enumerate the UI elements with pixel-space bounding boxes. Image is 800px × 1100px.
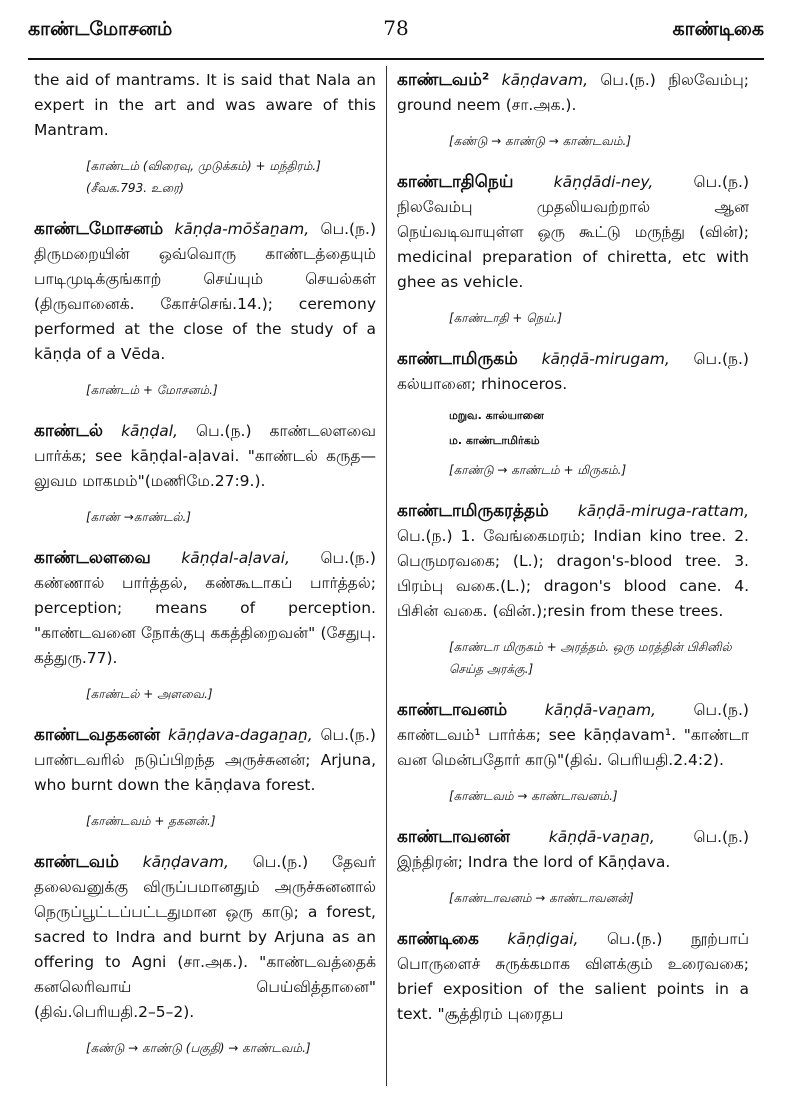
entry-body: பெ.(ந.) திருமறையின் ஒவ்வொரு காண்டத்தையும் பாடிமுடிக்குங்காற் செய்யும் செயல்கள் (திருவானைக். கோச்செங்.14.); ceremony performed at the close of the study of a kāṇḍa of a Vēda.: [34, 220, 376, 363]
headword: காண்டாவனன்: [397, 827, 511, 847]
transliteration: kāṇḍā-miruga-rattam,: [577, 502, 749, 520]
etymology: [காண்டா மிருகம் + அரத்தம். ஒரு மரத்தின் பிசினில் செய்த அரக்கு.]: [449, 640, 732, 676]
headword: காண்டல்: [34, 421, 104, 441]
headword: காண்டலளவை: [34, 548, 151, 568]
header-right-guide-word: காண்டிகை: [672, 18, 764, 40]
cognate-note: ம. காண்டாமிர்கம்: [449, 434, 540, 447]
left-column: [34, 68, 376, 1077]
headword: காண்டாமிருகம்: [397, 349, 518, 369]
entry-body: பெ.(ந.) இந்திரன்; Indra the lord of Kāṇḍava.: [397, 828, 749, 871]
etymology: [காண்டவம் → காண்டாவனம்.]: [449, 789, 618, 803]
entry-body: பெ.(ந.) கல்யானை; rhinoceros.: [397, 350, 749, 393]
headword: காண்டாதிநெய்: [397, 172, 514, 192]
etymology: [கண்டு → காண்டு (பகுதி) → காண்டவம்.]: [86, 1041, 311, 1055]
entry-body: பெ.(ந.) காண்டலளவை பார்க்க; see kāṇḍal-aḷavai. "காண்டல் கருத—லுவம மாகமம்"(மணிமே.27:9.).: [34, 422, 376, 490]
etymology: [கண்டு → காண்டு → காண்டவம்.]: [449, 134, 632, 148]
entry-kandigai: [397, 927, 749, 1027]
transliteration: kāṇḍa-mōšaṉam,: [174, 220, 310, 238]
headword: காண்டவதகனன்: [34, 725, 161, 745]
entry-body: பெ.(ந.) நிலவேம்பு முதலியவற்றால் ஆன நெய்வடிவாயுள்ள ஒரு கூட்டு மருந்து (வின்); medicinal preparation of chiretta, etc with ghee as vehicle.: [397, 173, 749, 291]
entry-kandamosanam: [34, 217, 376, 367]
entry-kandavam: [34, 850, 376, 1025]
etymology: [காண் →காண்டல்.]: [86, 510, 191, 524]
etymology: [காண்டல் + அளவை.]: [86, 687, 213, 701]
headword: காண்டமோசனம்: [34, 219, 164, 239]
entry-kandadiney: [397, 170, 749, 295]
headword: காண்டிகை: [397, 929, 479, 949]
headword: காண்டாவனம்: [397, 700, 508, 720]
right-column: [397, 68, 749, 1039]
entry-body: the aid of mantrams. It is said that Nala an expert in the art and was aware of this Mantram.: [34, 71, 376, 139]
etymology: [காண்டம் + மோசனம்.]: [86, 383, 218, 397]
etymology: [காண்டாவனம் → காண்டாவனன்]: [449, 891, 634, 905]
continued-entry: [34, 68, 376, 143]
transliteration: kāṇḍādi-ney,: [553, 173, 654, 191]
entry-kandal: [34, 419, 376, 494]
etymology: [காண்டம் (விரைவு, முடுக்கம்) + மந்திரம்.](சீவக.793. உரை): [86, 159, 321, 195]
entry-kandavanam: [397, 698, 749, 773]
entry-body: பெ.(ந.) காண்டவம்¹ பார்க்க; see kāṇḍavam¹. "காண்டா வன மென்பதோர் காடு"(திவ். பெரியதி.2.4:2).: [397, 701, 749, 769]
entry-body: பெ.(ந.) நிலவேம்பு; ground neem (சா.அக.).: [397, 71, 749, 114]
entry-kandamirugam: [397, 347, 749, 397]
entry-kandalalavai: [34, 546, 376, 671]
header-rule: [28, 58, 764, 60]
entry-kandamirugarattam: [397, 499, 749, 624]
transliteration: kāṇḍā-mirugam,: [541, 350, 670, 368]
headword: காண்டவம்: [34, 852, 119, 872]
transliteration: kāṇḍava-dagaṉaṉ,: [167, 726, 313, 744]
headword: காண்டவம்²: [397, 70, 490, 90]
page-header: [28, 18, 764, 50]
entry-kandavadaganan: [34, 723, 376, 798]
page-number: 78: [383, 16, 409, 40]
etymology: [காண்டவம் + தகனன்.]: [86, 814, 216, 828]
etymology: [காண்டாதி + நெய்.]: [449, 311, 563, 325]
entry-body: பெ.(ந.) தேவர் தலைவனுக்கு விருப்பமானதும் அருச்சுனனால் நெருப்பூட்டப்பட்டதுமான ஒரு காடு; a forest, sacred to Indra and burnt by Arjuna as an offering to Agni (சா.அக.). "காண்டவத்தைக் கனலெரிவாய் பெய்வித்தானை" (திவ்.பெரியதி.2–5–2).: [34, 853, 376, 1021]
entry-body: பெ.(ந.) 1. வேங்கைமரம்; Indian kino tree. 2. பெருமரவகை; (L.); dragon's-blood tree. 3. பிரம்பு வகை.(L.); dragon's blood cane. 4. பிசின் வகை. (வின்.);resin from these trees.: [397, 527, 749, 620]
entry-body: பெ.(ந.) கண்ணால் பார்த்தல், கண்கூடாகப் பார்த்தல்; perception; means of perception. "காண்டவனை நோக்குபு ககத்திறைவன்" (சேதுபு. கத்துரு.77).: [34, 549, 376, 667]
transliteration: kāṇḍā-vaṉaṉ,: [548, 828, 655, 846]
transliteration: kāṇḍigai,: [507, 930, 579, 948]
column-divider: [386, 66, 387, 1086]
transliteration: kāṇḍavam,: [501, 71, 589, 89]
transliteration: kāṇḍal,: [121, 422, 178, 440]
entry-body: பெ.(ந.) பாண்டவரில் நடுப்பிறந்த அருச்சுனன்; Arjuna, who burnt down the kāṇḍava forest.: [34, 726, 376, 794]
header-left-guide-word: காண்டமோசனம்: [28, 18, 173, 40]
entry-body: பெ.(ந.) நூற்பாப் பொருளைச் சுருக்கமாக விளக்கும் உரைவகை; brief exposition of the salient points in a text. "சூத்திரம் புரைதப: [397, 930, 749, 1023]
headword: காண்டாமிருகரத்தம்: [397, 501, 549, 521]
transliteration: kāṇḍal-aḷavai,: [181, 549, 290, 567]
entry-kandavam-2: [397, 68, 749, 118]
entry-kandavanan: [397, 825, 749, 875]
transliteration: kāṇḍavam,: [142, 853, 229, 871]
etymology: [காண்டு → காண்டம் + மிருகம்.]: [449, 463, 627, 477]
synonym-note: மறுவ. கால்யானை: [449, 409, 544, 422]
transliteration: kāṇḍā-vaṉam,: [544, 701, 656, 719]
